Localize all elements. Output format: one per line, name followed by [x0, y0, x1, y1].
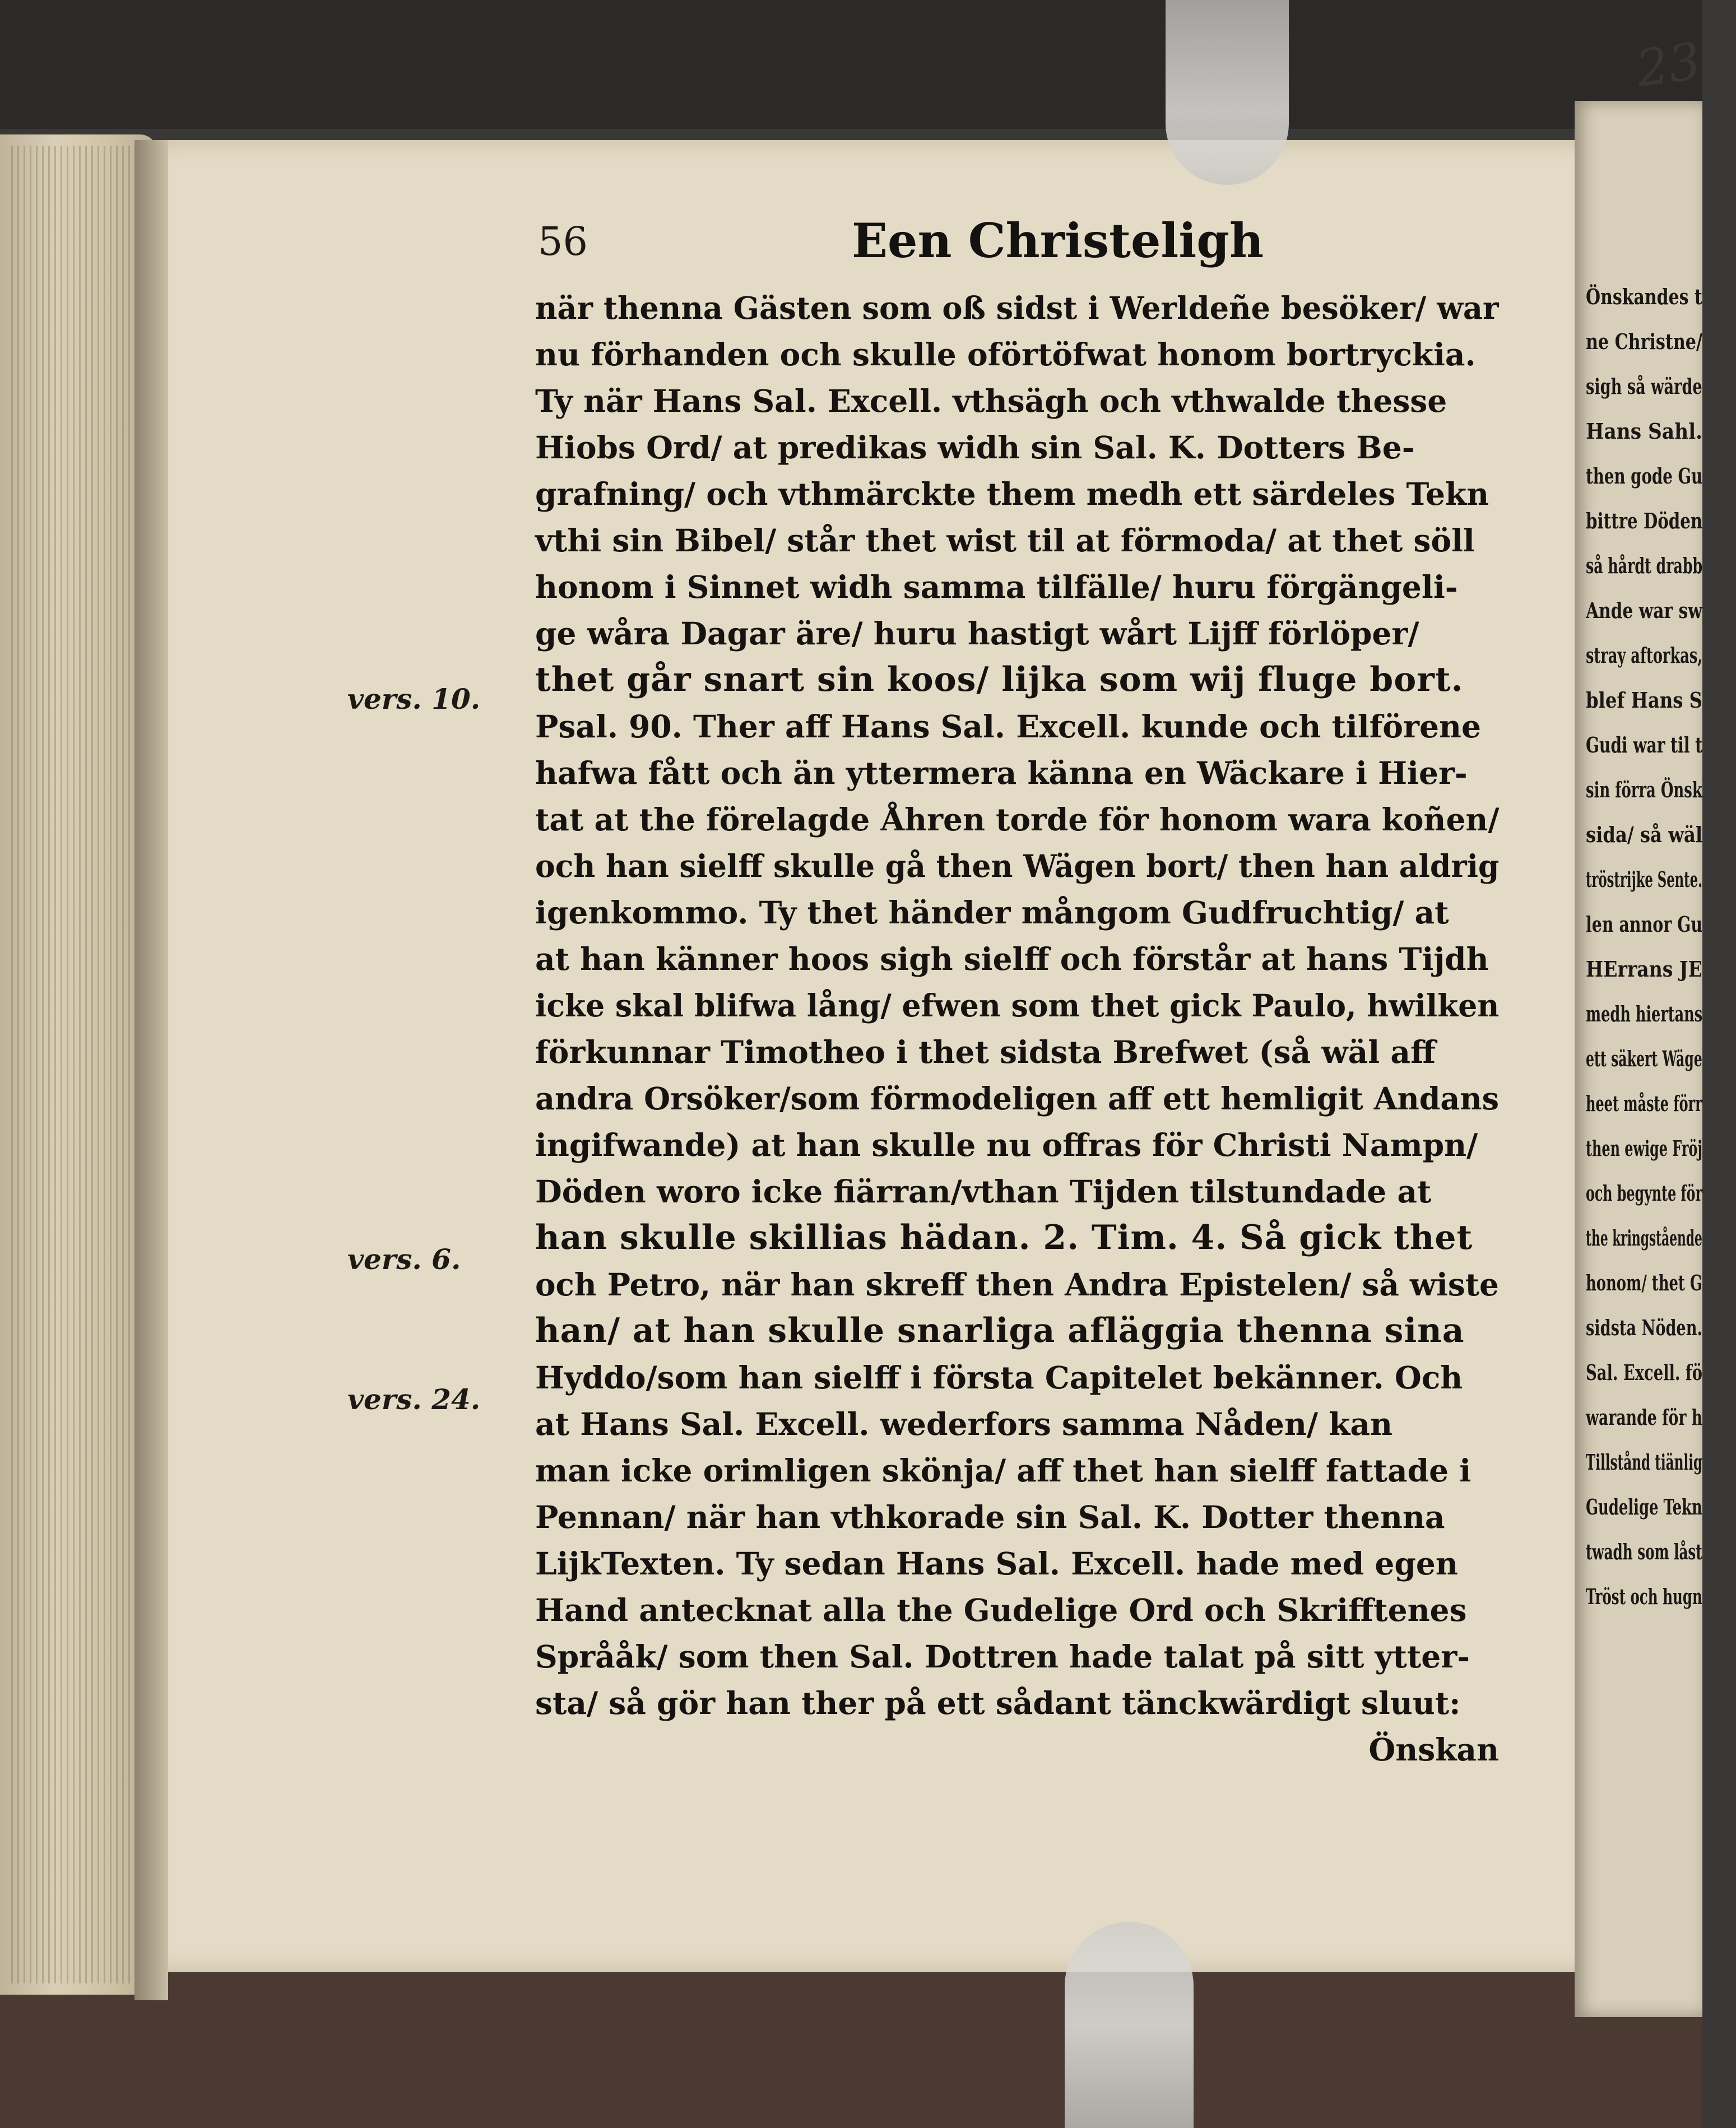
body-line: Hiobs Ord/ at predikas widh sin Sal. K. Dotters Be- [535, 429, 1415, 466]
body-line: han skulle skillias hädan. 2. Tim. 4. Så gick thet [535, 1218, 1473, 1257]
body-line: tat at the förelagde Åhren torde för honom wara koñen/ [535, 801, 1500, 838]
body-line: och han sielff skulle gå then Wägen bort/ then han aldrig [535, 848, 1500, 884]
body-line: andra Orsöker/som förmodeligen aff ett hemligit Andans [535, 1080, 1500, 1117]
facing-line: så hårdt drabb [1586, 553, 1703, 578]
body-line: Psal. 90. Ther aff Hans Sal. Excell. kunde och tilförene [535, 708, 1481, 745]
book-gutter [134, 140, 168, 2000]
body-line: Döden woro icke fiärran/vthan Tijden tilstundade at [535, 1173, 1432, 1210]
body-line: och Petro, när han skreff then Andra Epistelen/ så wiste [535, 1266, 1499, 1303]
running-head: Een Christeligh [852, 213, 1264, 268]
body-line: icke skal blifwa lång/ efwen som thet gick Paulo, hwilken [535, 987, 1500, 1024]
body-line: Pennan/ när han vthkorade sin Sal. K. Dotter thenna [535, 1499, 1445, 1535]
facing-line: ne Christne/ [1586, 329, 1702, 354]
facing-line: Sal. Excell. fö [1586, 1360, 1702, 1385]
facing-line: the kringstående [1586, 1225, 1702, 1251]
facing-line: warande för h [1586, 1405, 1703, 1430]
backdrop-top [0, 0, 1702, 129]
facing-line: heet måste förr [1586, 1091, 1702, 1116]
facing-line: Hans Sahl. [1586, 419, 1703, 444]
facing-line: honom/ thet G [1586, 1270, 1702, 1295]
handwritten-folio-number: 238 [1632, 27, 1736, 99]
body-line: Språåk/ som then Sal. Dottren hade talat på sitt ytter- [535, 1638, 1470, 1675]
facing-line: blef Hans S [1586, 687, 1702, 713]
body-line: Hyddo/som han sielff i första Capitelet bekänner. Och [535, 1359, 1463, 1396]
body-line: hafwa fått och än yttermera känna en Wäckare i Hier- [535, 755, 1468, 791]
facing-line: Gudi war til t [1586, 732, 1703, 758]
page-number: 56 [538, 219, 588, 264]
body-line: grafning/ och vthmärckte them medh ett särdeles Tekn [535, 476, 1489, 512]
page-clip-bottom [1065, 1922, 1194, 2128]
facing-line: Ande war sw [1586, 598, 1702, 623]
body-text [535, 285, 1499, 1773]
body-line: man icke orimligen skönja/ aff thet han sielff fattade i [535, 1452, 1472, 1489]
body-line: när thenna Gästen som oß sidst i Werldeñe besöker/ war [535, 290, 1499, 326]
backdrop-bottom [0, 1972, 1702, 2128]
body-line: thet går snart sin koos/ lijka som wij fluge bort. [535, 660, 1464, 699]
page-clip-top [1166, 0, 1289, 185]
margin-note-vers-6: vers. 6. [347, 1243, 461, 1276]
facing-line: then ewige Fröj [1586, 1136, 1702, 1161]
page-header [538, 213, 1266, 280]
facing-line: twadh som låst [1586, 1539, 1702, 1564]
facing-line: len annor Gu [1586, 912, 1703, 937]
facing-line: stray aftorkas, [1586, 643, 1703, 668]
facing-line: HErrans JE [1586, 956, 1702, 982]
facing-line: Önskandes t [1586, 284, 1702, 309]
body-line: honom i Sinnet widh samma tilfälle/ huru förgängeli- [535, 569, 1458, 605]
facing-line: sin förra Önsk [1586, 777, 1702, 802]
body-line: igenkommo. Ty thet händer mångom Gudfruchtig/ at [535, 894, 1449, 931]
facing-line: tröstrijke Sente. [1586, 867, 1703, 892]
body-line: vthi sin Bibel/ står thet wist til at förmoda/ at thet söll [535, 522, 1475, 559]
body-line: Ty när Hans Sal. Excell. vthsägh och vthwalde thesse [535, 383, 1447, 419]
facing-line: sida/ så wäl [1586, 822, 1703, 847]
facing-line: medh hiertans [1586, 1001, 1703, 1026]
facing-line: ett säkert Wäge [1586, 1046, 1702, 1071]
body-line: förkunnar Timotheo i thet sidsta Brefwet (så wäl aff [535, 1034, 1436, 1070]
margin-note-vers-10: vers. 10. [347, 682, 481, 715]
facing-line: bittre Döden [1586, 508, 1703, 533]
body-line: han/ at han skulle snarliga afläggia thenna sina [535, 1311, 1465, 1350]
body-line: at Hans Sal. Excell. wederfors samma Nåden/ kan [535, 1406, 1393, 1442]
body-line: nu förhanden och skulle oförtöfwat honom bortryckia. [535, 336, 1476, 373]
body-line: Hand antecknat alla the Gudelige Ord och Skrifftenes [535, 1592, 1467, 1628]
body-line: ge wåra Dagar äre/ huru hastigt wårt Lijff förlöper/ [535, 615, 1419, 652]
catchword: Önskan [1368, 1731, 1499, 1768]
facing-line: sigh så wärde [1586, 374, 1702, 399]
body-line: at han känner hoos sigh sielff och förstår at hans Tijdh [535, 941, 1489, 977]
facing-line: Gudelige Tekn [1586, 1494, 1702, 1520]
facing-page-text [1586, 275, 1702, 1619]
facing-line: sidsta Nöden. [1586, 1315, 1702, 1340]
facing-line: Tillstånd tiänlig [1586, 1449, 1703, 1475]
left-page-edges [11, 146, 151, 1983]
body-line: sta/ så gör han ther på ett sådant tänckwärdigt sluut: [535, 1685, 1461, 1721]
facing-line: Tröst och hugn [1586, 1584, 1702, 1609]
facing-line: then gode Gu [1586, 463, 1703, 489]
body-line: ingifwande) at han skulle nu offras för Christi Nampn/ [535, 1127, 1478, 1163]
facing-line: och begynte för [1586, 1181, 1703, 1206]
margin-note-vers-24: vers. 24. [347, 1383, 481, 1416]
body-line: LijkTexten. Ty sedan Hans Sal. Excell. hade med egen [535, 1545, 1458, 1582]
